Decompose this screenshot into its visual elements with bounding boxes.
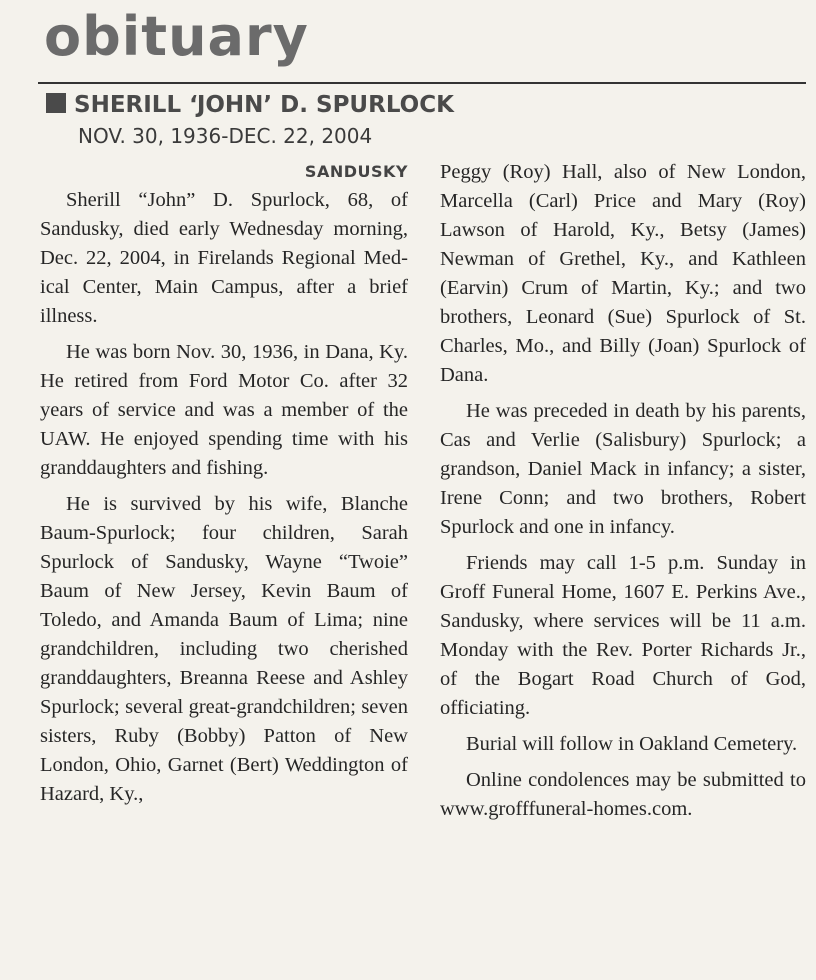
paragraph-preceded-in-death: He was preceded in death by his parents, Cas and Verlie (Salisbury) Spurlock; a grandson, Daniel Mack in infancy; a sister, Irene Conn; and two brothers, Robert Spurlock and one in infancy. [440, 400, 806, 538]
left-column [40, 158, 408, 816]
paragraph-death-notice: Sherill “John” D. Spurlock, 68, of Sandusky, died early Wednesday morning, Dec. 22, 2004, in Firelands Regional Medical Center, Main Campus, after a brief illness. [40, 189, 408, 327]
life-dates: NOV. 30, 1936-DEC. 22, 2004 [78, 124, 373, 148]
right-column [440, 158, 806, 831]
paragraph-survivors-continued: Peggy (Roy) Hall, also of New London, Marcella (Carl) Price and Mary (Roy) Lawson of Harold, Ky., Betsy (James) Newman of Grethel, Ky., and Kathleen (Earvin) Crum of Martin, Ky.; and two brothers, Leonard (Sue) Spurlock of St. Charles, Mo., and Billy (Joan) Spurlock of Dana. [440, 161, 806, 386]
paragraph-burial: Burial will follow in Oakland Cemetery. [466, 733, 798, 755]
headline-bullet-icon [46, 93, 66, 113]
section-title: obituary [44, 5, 309, 68]
paragraph-condolences: Online condolences may be submitted to www.grofffuneral-homes.com. [440, 769, 806, 820]
obituary-headline [46, 90, 454, 120]
deceased-name: SHERILL ‘JOHN’ D. SPURLOCK [74, 92, 454, 118]
paragraph-services: Friends may call 1-5 p.m. Sunday in Groff Funeral Home, 1607 E. Perkins Ave., Sandusky, where services will be 11 a.m. Monday with the Rev. Porter Richards Jr., of the Bogart Road Church of God, officiating. [440, 552, 806, 719]
dateline: SANDUSKY [304, 162, 408, 181]
paragraph-biography: He was born Nov. 30, 1936, in Dana, Ky. He retired from Ford Motor Co. after 32 years of service and was a member of the UAW. He enjoyed spending time with his granddaughters and fishing. [40, 341, 408, 479]
paragraph-survivors: He is survived by his wife, Blanche Baum-Spurlock; four children, Sarah Spurlock of Sandusky, Wayne “Twoie” Baum of New Jersey, Kevin Baum of Toledo, and Amanda Baum of Lima; nine grandchildren, including two cherished granddaughters, Breanna Reese and Ashley Spurlock; several great-grandchildren; seven sisters, Ruby (Bobby) Patton of New London, Ohio, Garnet (Bert) Weddington of Hazard, Ky., [40, 493, 408, 805]
header-rule [38, 82, 806, 84]
